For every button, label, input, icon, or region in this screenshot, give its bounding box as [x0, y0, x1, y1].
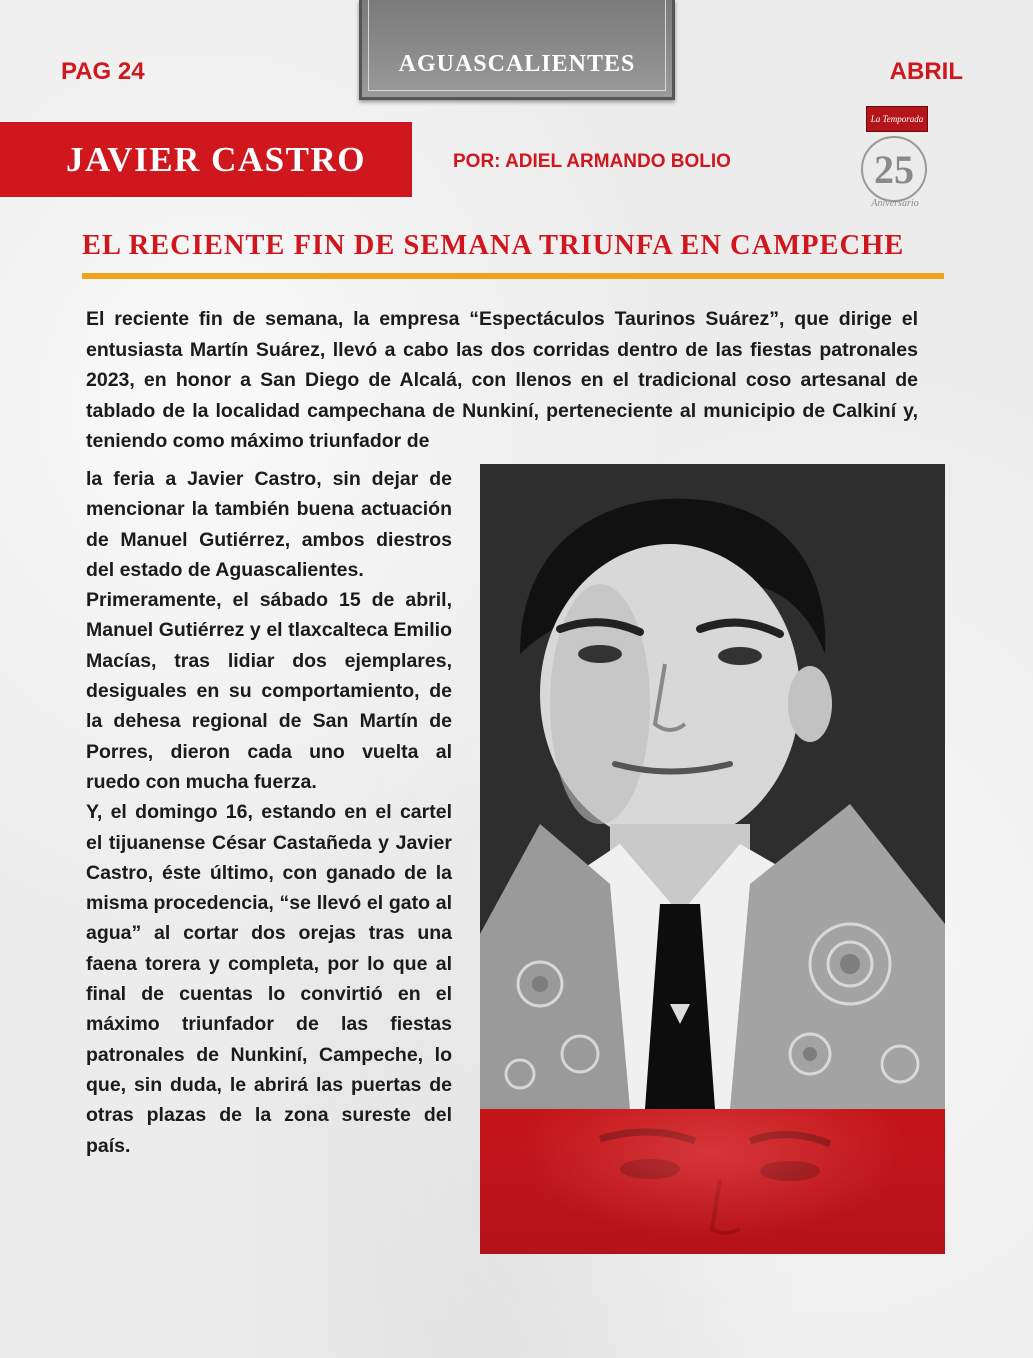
- section-title: AGUASCALIENTES: [398, 51, 636, 77]
- headline: EL RECIENTE FIN DE SEMANA TRIUNFA EN CAMPECHE: [82, 230, 905, 261]
- intro-paragraph: El reciente fin de semana, la empresa “Espectáculos Taurinos Suárez”, que dirige el entusiasta Martín Suárez, llevó a cabo las dos corridas dentro de las fiestas patronales 2023, en honor a San Diego de Alcalá, con llenos en el tradicional coso artesanal de tablado de la localidad campechana de Nunkiní, perteneciente al municipio de Calkiní y, teniendo como máximo triunfador de: [86, 308, 918, 452]
- page-number: PAG 24: [61, 58, 145, 85]
- byline: POR: ADIEL ARMANDO BOLIO: [453, 151, 731, 172]
- body-paragraph: la feria a Javier Castro, sin dejar de mencionar la también buena actuación de Manuel Gutiérrez, ambos diestros del estado de Aguascalientes.: [86, 468, 452, 581]
- subject-name: JAVIER CASTRO: [66, 139, 366, 179]
- portrait-red-face-tint: [480, 1109, 945, 1254]
- portrait-bw-image: [480, 464, 945, 1109]
- section-tab: [359, 0, 675, 100]
- logo-publication-label: La Temporada: [866, 106, 928, 132]
- body-paragraph: Y, el domingo 16, estando en el cartel el tijuanense César Castañeda y Javier Castro, éste último, con ganado de la misma procedencia, “se llevó el gato al agua” al cortar dos orejas tras una faena torera y completa, por lo que al final de cuentas lo convirtió en el máximo triunfador de las fiestas patronales de Nunkiní, Campeche, lo que, sin duda, le abrirá las puertas de otras plazas de la zona sureste del país.: [86, 801, 452, 1157]
- body-paragraph: Primeramente, el sábado 15 de abril, Manuel Gutiérrez y el tlaxcalteca Emilio Macías, tras lidiar dos ejemplares, desiguales en su comportamiento, de la dehesa regional de San Martín de Porres, dieron cada uno vuelta al ruedo con mucha fuerza.: [86, 589, 452, 793]
- logo-number: 25: [874, 146, 914, 192]
- article-column: [86, 464, 452, 1161]
- logo-subtext: Aniversario: [871, 198, 919, 209]
- month-label: ABRIL: [889, 58, 963, 85]
- portrait-red-overlay: [480, 1109, 945, 1254]
- name-banner: [0, 122, 412, 197]
- headline-rule: [82, 273, 944, 279]
- portrait-photo: [480, 464, 945, 1254]
- portrait-illustration: [480, 464, 945, 1109]
- section-tab-inner: [368, 0, 666, 91]
- logo-circle: [861, 136, 927, 202]
- anniversary-logo: [856, 106, 936, 216]
